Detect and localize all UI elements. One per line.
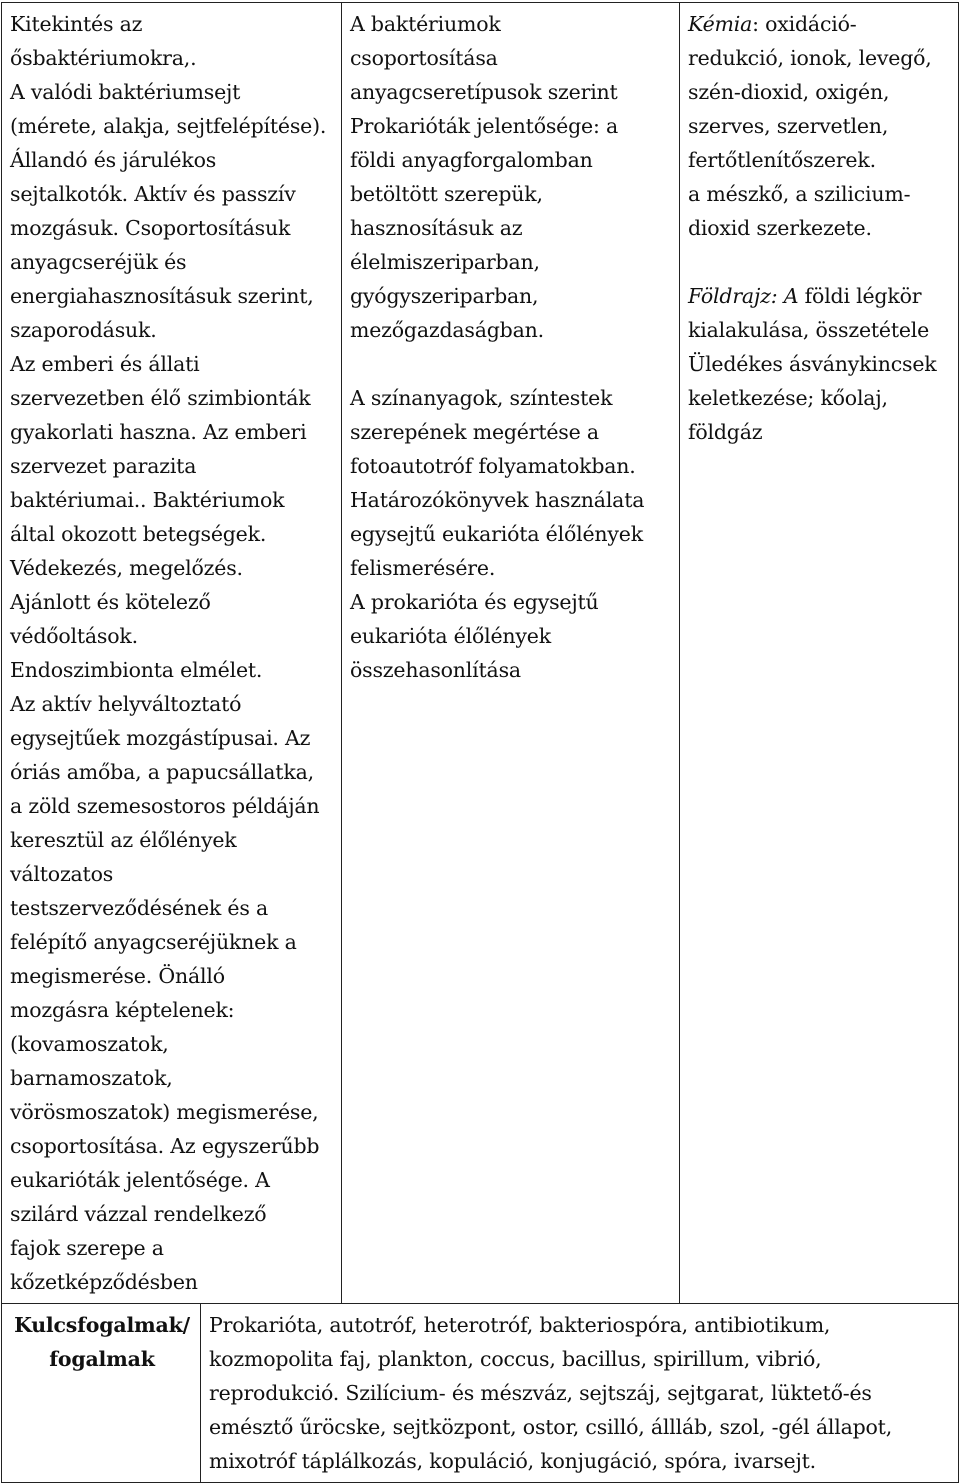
- kulcsfogalmak-content-cell: Prokarióta, autotróf, heterotróf, bakteriospóra, antibiotikum, kozmopolita faj, plankton, coccus, bacillus, spirillum, vibrió, reprodukció. Szilícium- és mészváz, sejtszáj, sejtgarat, lüktető-és emésztő űröcske, sejtközpont, ostor, csilló, állláb, szol, -gél állapot, mixotróf táplálkozás, kopuláció, konjugáció, spóra, ivarsejt.: [201, 1304, 959, 1483]
- kulcsfogalmak-label-cell: Kulcsfogalmak/ fogalmak: [2, 1304, 201, 1483]
- connections-cell: [680, 3, 959, 1304]
- kulcsfogalmak-row: [2, 1304, 959, 1483]
- activities-cell: [342, 3, 680, 1304]
- kemia-connection: Kémia: oxidáció- redukció, ionok, levegő, szén-dioxid, oxigén, szerves, szervetlen, fertőtlenítőszerek. a mészkő, a szilicium- dioxid szerkezete.: [688, 12, 932, 240]
- curriculum-table: [1, 2, 959, 1483]
- activities-block-1: A baktériumok csoportosítása anyagcseretípusok szerint Prokarióták jelentősége: a földi anyagforgalomban betöltött szerepük, hasznosításuk az élelmiszeriparban, gyógyszeriparban, mezőgazdaságban.: [350, 12, 618, 342]
- topics-text: Kitekintés az ősbaktériumokra,. A valódi baktériumsejt (mérete, alakja, sejtfelépítése). Állandó és járulékos sejtalkotók. Aktív és passzív mozgásuk. Csoportosításuk anyagcseréjük és energiahasznosításuk szerint, szaporodásuk. Az emberi és állati szervezetben élő szimbionták gyakorlati haszna. Az emberi szervezet parazita baktériumai.. Baktériumok által okozott betegségek. Védekezés, megelőzés. Ajánlott és kötelező védőoltások. Endoszimbionta elmélet. Az aktív helyváltoztató egysejtűek mozgástípusai. Az óriás amőba, a papucsállatka, a zöld szemesostoros példáján keresztül az élőlények változatos testszerveződésének és a felépítő anyagcseréjüknek a megismerése. Önálló mozgásra képtelenek: (kovamoszatok, barnamoszatok, vörösmoszatok) megismerése, csoportosítása. Az egyszerűbb eukarióták jelentősége. A szilárd vázzal rendelkező fajok szerepe a kőzetképződésben: [10, 12, 327, 1294]
- foldrajz-label: Földrajz: A: [688, 284, 799, 308]
- topics-cell: [2, 3, 342, 1304]
- content-row: [2, 3, 959, 1304]
- kemia-label: Kémia: [688, 12, 753, 36]
- foldrajz-connection: Földrajz: A földi légkör kialakulása, összetétele Üledékes ásványkincsek keletkezése; kőolaj, földgáz: [688, 284, 937, 444]
- paragraph-gap: [350, 347, 673, 381]
- activities-block-2: A színanyagok, színtestek szerepének megértése a fotoautotróf folyamatokban. Határozókönyvek használata egysejtű eukarióta élőlények felismerésére. A prokarióta és egysejtű eukarióta élőlények összehasonlítása: [350, 386, 645, 682]
- paragraph-gap: [688, 245, 952, 279]
